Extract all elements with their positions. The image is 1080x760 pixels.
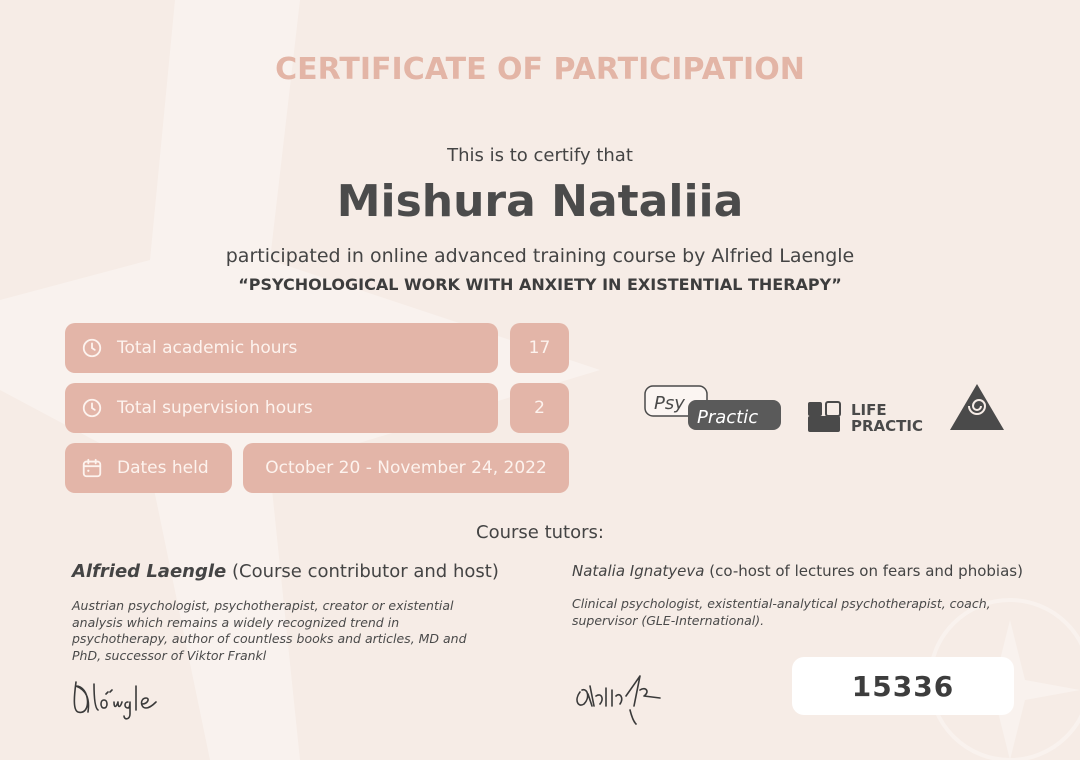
certificate-number-box [792,657,1014,715]
clock-icon [81,337,103,359]
participation-text: participated in online advanced training course by Alfried Laengle [225,245,855,267]
tutor1-signature [70,672,170,727]
dates-value-pill [243,443,569,493]
partner-logos [640,380,1020,440]
supervision-hours-label-pill [65,383,498,433]
tutor1-name: Alfried Laengle [72,561,227,582]
tutor1-description: Austrian psychologist, psychotherapist, creator or existential analysis which remains a widely recognized trend in psychotherapy, author of countless books and articles, MD and PhD, successor of Viktor Frankl [72,598,467,663]
certificate-number: 15336 [851,669,955,703]
certify-text: This is to certify that [447,145,633,166]
tutors-heading: Course tutors: [476,522,604,543]
practic-logo-text: Practic [697,407,759,428]
tutor2-signature [570,662,670,727]
dates-value: October 20 - November 24, 2022 [265,458,547,478]
triangle-spiral-logo [950,384,1004,430]
calendar-icon [81,457,103,479]
tutor1-role: (Course contributor and host) [231,561,499,582]
academic-hours-label-pill [65,323,498,373]
tutor2-heading [572,562,1023,580]
tutor1-heading [72,561,499,582]
tutor2-description: Clinical psychologist, existential-analytical psychotherapist, coach, supervisor (GLE-International). [572,596,991,628]
psy-practic-logo [645,386,781,430]
life-practic-logo [808,401,923,435]
academic-hours-value-pill [510,323,569,373]
academic-hours-value: 17 [528,338,551,358]
recipient-name: Mishura Nataliia [336,176,744,227]
clock-icon [81,397,103,419]
tutor2-role: (co-host of lectures on fears and phobias) [709,562,1023,580]
supervision-hours-value: 2 [534,398,545,418]
supervision-hours-label: Total supervision hours [117,398,313,418]
course-title: “PSYCHOLOGICAL WORK WITH ANXIETY IN EXISTENTIAL THERAPY” [238,275,842,294]
certificate-title: CERTIFICATE OF PARTICIPATION [275,52,805,87]
psy-logo-text: Psy [654,393,685,414]
tutor2-name: Natalia Ignatyeva [572,562,705,580]
supervision-hours-value-pill [510,383,569,433]
dates-label-pill [65,443,232,493]
life-practic-logo-text: PRACTIC [851,417,923,435]
academic-hours-label: Total academic hours [117,338,298,358]
life-logo-text: LIFE [851,401,887,419]
dates-label: Dates held [117,458,209,478]
